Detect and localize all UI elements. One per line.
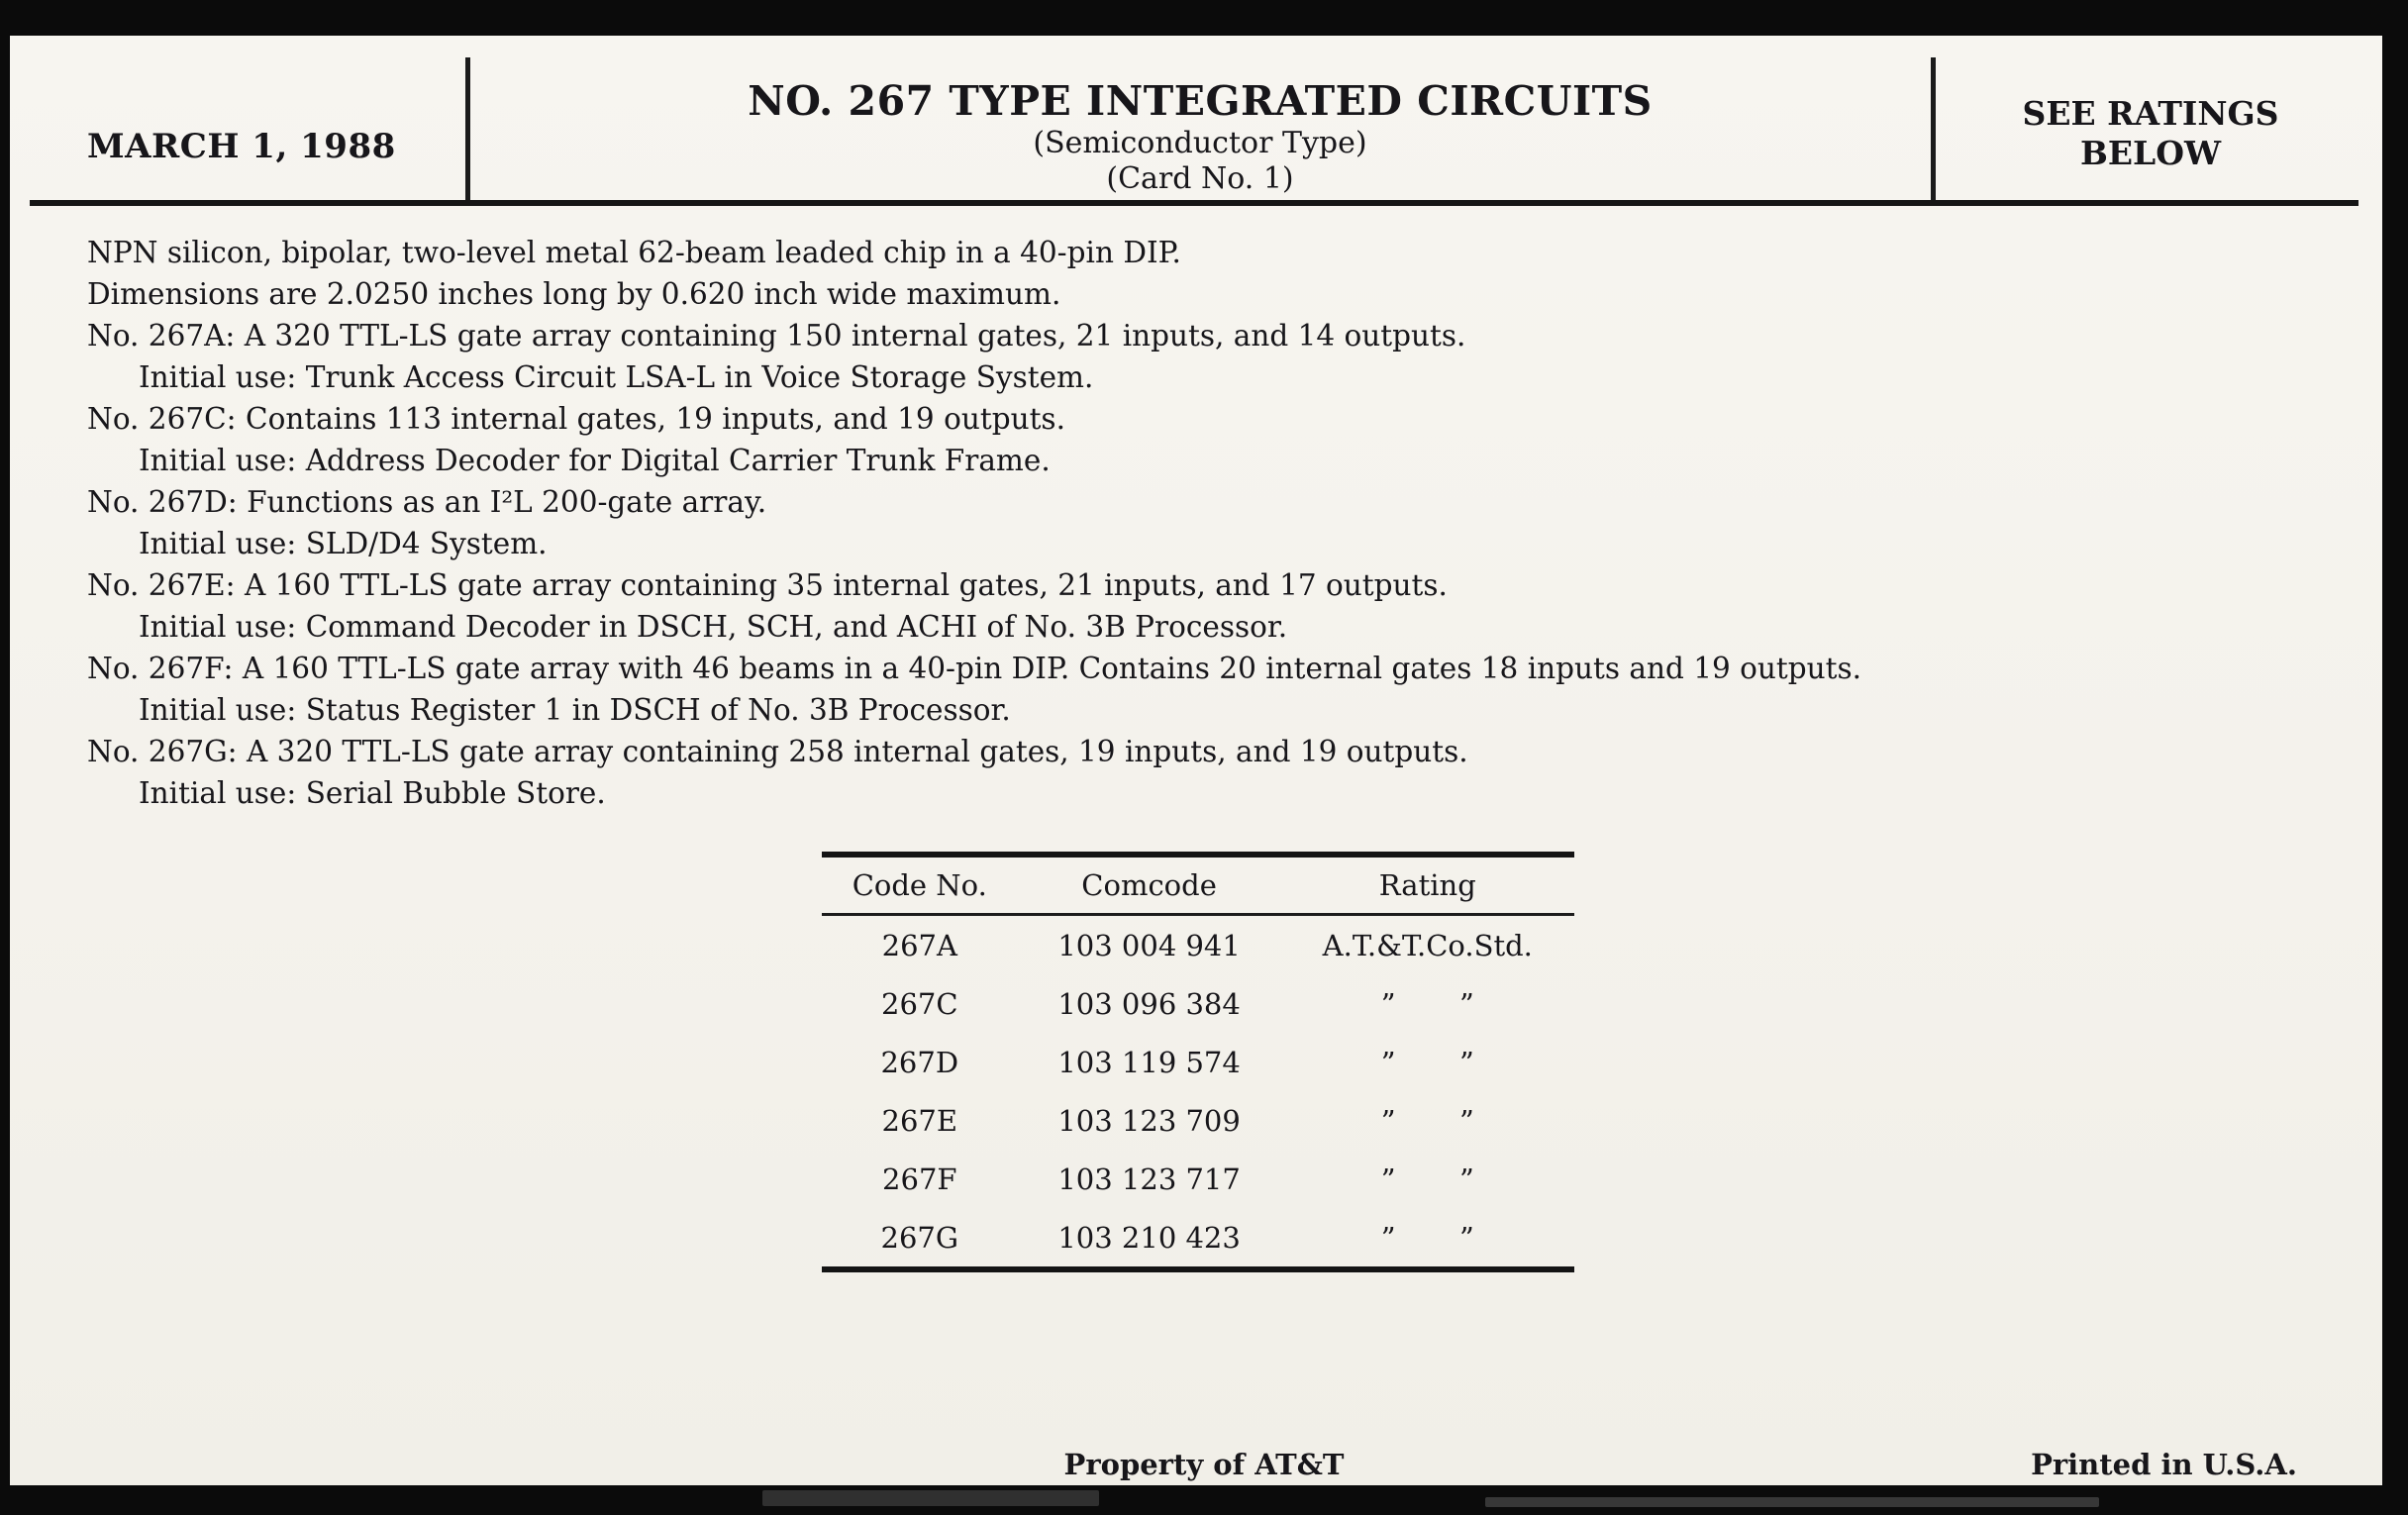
cell-comcode: 103 123 717 [1057,1162,1241,1196]
cell-code: 267G [880,1220,959,1255]
cell-code: 267C [881,986,958,1021]
text-line: Initial use: Command Decoder in DSCH, SCH, and ACHI of No. 3B Processor. [139,610,1288,644]
text-line: Dimensions are 2.0250 inches long by 0.620 inch wide maximum. [87,277,1061,311]
table-row [822,1033,1574,1091]
table-bottom-border [822,1266,1574,1272]
description-text [87,232,2166,814]
text-line: Initial use: SLD/D4 System. [139,527,548,560]
header-divider-right [1931,57,1936,203]
text-line: No. 267C: Contains 113 internal gates, 19 inputs, and 19 outputs. [87,402,1065,436]
text-line: No. 267A: A 320 TTL-LS gate array containing 150 internal gates, 21 inputs, and 14 outputs. [87,319,1466,353]
cell-code: 267D [880,1045,959,1079]
cell-comcode: 103 210 423 [1057,1220,1241,1255]
cell-rating: ” ” [1380,1103,1474,1138]
cell-rating: ” ” [1380,986,1474,1021]
text-line: NPN silicon, bipolar, two-level metal 62-beam leaded chip in a 40-pin DIP. [87,236,1181,269]
cell-comcode: 103 119 574 [1057,1045,1241,1079]
scan-artifact [762,1490,1099,1506]
cell-rating: A.T.&T.Co.Std. [1322,928,1533,962]
printed-notice: Printed in U.S.A. [2031,1448,2297,1481]
document-subtitle-card: (Card No. 1) [1106,161,1294,196]
column-header-comcode: Comcode [1081,868,1217,902]
column-header-rating: Rating [1378,868,1476,902]
ratings-note [1943,94,2358,173]
cell-code: 267A [881,928,957,962]
table-row [822,916,1574,974]
text-line: No. 267D: Functions as an I²L 200-gate array. [87,485,767,519]
text-line: No. 267F: A 160 TTL-LS gate array with 46 beams in a 40-pin DIP. Contains 20 internal gates 18 inputs and 19 outputs. [87,652,1862,685]
cell-rating: ” ” [1380,1162,1474,1196]
text-line: Initial use: Address Decoder for Digital Carrier Trunk Frame. [139,444,1051,477]
text-line: No. 267E: A 160 TTL-LS gate array containing 35 internal gates, 21 inputs, and 17 outputs. [87,568,1448,602]
document-subtitle-type: (Semiconductor Type) [1033,126,1367,160]
cell-comcode: 103 096 384 [1057,986,1241,1021]
table-header-row [822,858,1574,913]
ratings-note-line1: SEE RATINGS [2022,94,2279,133]
header-divider-left [465,57,470,203]
text-line: Initial use: Trunk Access Circuit LSA-L in Voice Storage System. [139,360,1094,394]
cell-comcode: 103 004 941 [1057,928,1241,962]
property-notice: Property of AT&T [1063,1448,1345,1481]
text-line: Initial use: Status Register 1 in DSCH of No. 3B Processor. [139,693,1011,727]
cell-rating: ” ” [1380,1045,1474,1079]
cell-comcode: 103 123 709 [1057,1103,1241,1138]
cell-code: 267F [882,1162,957,1196]
column-header-code: Code No. [852,868,987,902]
table-row [822,1150,1574,1208]
cell-rating: ” ” [1380,1220,1474,1255]
table-row [822,974,1574,1033]
document-date: MARCH 1, 1988 [87,127,396,166]
text-line: No. 267G: A 320 TTL-LS gate array containing 258 internal gates, 19 inputs, and 19 outputs. [87,735,1468,768]
text-line: Initial use: Serial Bubble Store. [139,776,606,810]
header-title-block [477,77,1923,196]
ratings-table [822,852,1574,1272]
scan-artifact [1485,1497,2099,1507]
ratings-note-line2: BELOW [2079,134,2222,172]
cell-code: 267E [881,1103,958,1138]
table-row [822,1091,1574,1150]
header-rule [30,200,2358,206]
document-title: NO. 267 TYPE INTEGRATED CIRCUITS [748,77,1653,125]
table-row [822,1208,1574,1266]
